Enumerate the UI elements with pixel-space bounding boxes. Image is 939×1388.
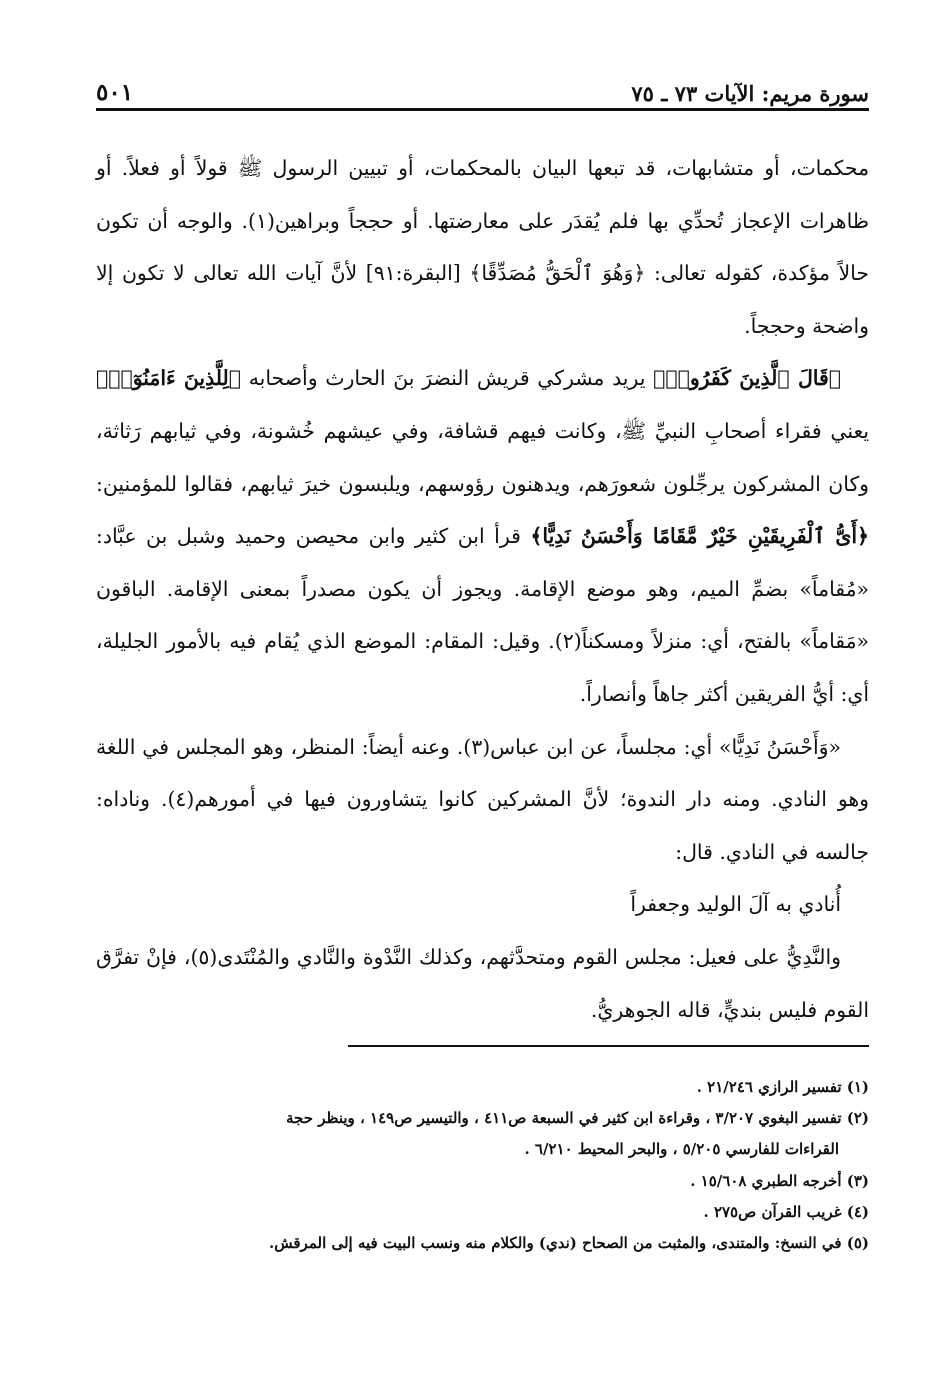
footnote-2: (٢) تفسير البغوي ٣/٢٠٧ ، وقراءة ابن كثير في السبعة ص٤١١ ، والتيسير ص١٤٩ ، وينظر حجة	[286, 1109, 869, 1128]
paragraph-2-text-2: يعني فقراء أصحابِ النبيِّ ﷺ، وكانت فيهم قشافة، وفي عيشهم خُشونة، وفي ثيابهم رَثاثة، وكان المشركون يرجِّلون شعورَهم، ويدهنون رؤوسهم، ويلبسون خيرَ ثيابهم، فقالوا للمؤمنين:	[96, 418, 869, 496]
quran-quote-1: ﴿قَالَ ٱلَّذِينَ كَفَرُوا۟﴾	[653, 366, 841, 391]
page-number: ٥٠١	[96, 79, 134, 106]
paragraph-2-text-1: يريد مشركي قريش النضرَ بنَ الحارث وأصحابه	[241, 366, 654, 391]
paragraph-4: والنَّدِيُّ على فعيل: مجلس القوم ومتحدَّثهم، وكذلك النَّدْوة والنَّادي والمُنْتَدى(٥)، فإنْ تفرَّق القوم فليس بنديٍّ، قاله الجوهريُّ.	[96, 944, 869, 1022]
poetry-verse: أُنادي به آلَ الوليد وجعفراً	[630, 892, 841, 917]
footnote-2-continued: القراءات للفارسي ٥/٢٠٥ ، والبحر المحيط ٦/٢١٠ .	[524, 1140, 839, 1159]
footnotes	[96, 1072, 869, 1259]
quran-quote-3: ﴿أَىُّ ٱلْفَرِيقَيْنِ خَيْرٌ مَّقَامًا وَأَحْسَنُ نَدِيًّا﴾	[530, 524, 869, 549]
paragraph-2-text-3: قرأ ابن كثير وابن محيصن وحميد وشبل بن عبَّاد: «مُقاماً» بضمِّ الميم، وهو موضع الإقامة. ويجوز أن يكون مصدراً بمعنى الإقامة. الباقون «مَقاماً» بالفتح، أي: منزلاً ومسكناً(٢). وقيل: المقام: الموضع الذي يُقام فيه بالأمور الجليلة، أي: أيُّ الفريقين أكثر جاهاً وأنصاراً.	[96, 524, 869, 706]
paragraph-1: محكمات، أو متشابهات، قد تبعها البيان بالمحكمات، أو تبيين الرسول ﷺ قولاً أو فعلاً. أو ظاهرات الإعجاز تُحدِّي بها فلم يُقدَر على معارضتها. أو حججاً وبراهين(١). والوجه أن تكون حالاً مؤكدة، كقوله تعالى: ﴿وَهُوَ ٱلْحَقُّ مُصَدِّقًا﴾ [البقرة:٩١] لأنَّ آيات الله تعالى لا تكون إلا واضحة وحججاً.	[96, 156, 870, 338]
paragraph-2	[96, 352, 869, 720]
page-header	[96, 70, 869, 106]
paragraph-3: «وَأَحْسَنُ نَدِيًّا» أي: مجلساً، عن ابن عباس(٣). وعنه أيضاً: المنظر، وهو المجلس في اللغة وهو النادي. ومنه دار الندوة؛ لأنَّ المشركين كانوا يتشاورون فيها في أمورهم(٤). وناداه: جالسه في النادي. قال:	[96, 734, 869, 864]
quran-quote-2: ﴿لِلَّذِينَ ءَامَنُوٓا۟﴾	[96, 366, 242, 391]
footnote-3: (٣) أخرجه الطبري ١٥/٦٠٨ .	[690, 1171, 869, 1190]
footnote-1: (١) تفسير الرازي ٢١/٢٤٦ .	[696, 1078, 869, 1096]
main-text	[96, 142, 869, 1036]
header-rule	[96, 108, 869, 111]
footnote-4: (٤) غريب القرآن ص٢٧٥ .	[703, 1202, 869, 1221]
footnote-separator	[348, 1045, 869, 1047]
footnote-5: (٥) في النسخ: والمتندى، والمثبت من الصحاح (ندي) والكلام منه ونسب البيت فيه إلى المرقش.	[269, 1234, 869, 1253]
running-title: سورة مريم: الآيات ٧٣ ـ ٧٥	[631, 81, 869, 106]
